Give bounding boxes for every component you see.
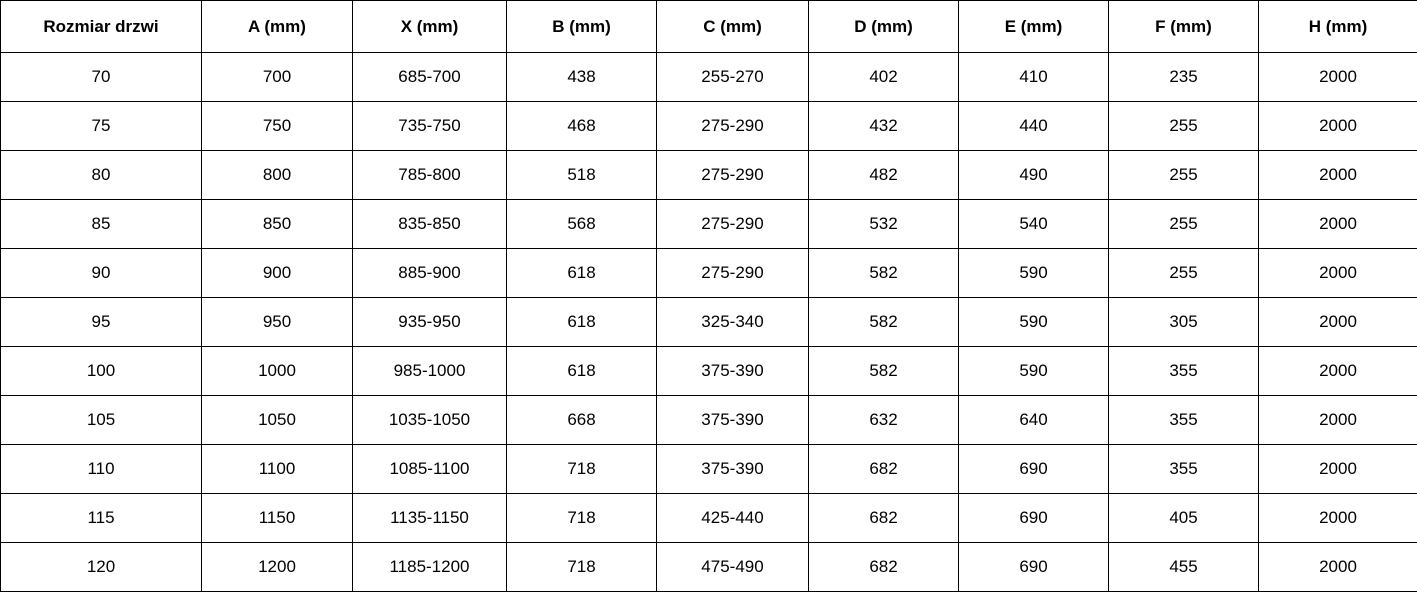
- cell-f: 355: [1109, 347, 1259, 396]
- column-header-b: B (mm): [507, 1, 657, 53]
- cell-a: 900: [202, 249, 353, 298]
- cell-d: 402: [809, 53, 959, 102]
- cell-e: 440: [959, 102, 1109, 151]
- cell-a: 850: [202, 200, 353, 249]
- cell-c: 275-290: [657, 151, 809, 200]
- cell-x: 1185-1200: [353, 543, 507, 592]
- cell-f: 355: [1109, 445, 1259, 494]
- cell-c: 275-290: [657, 249, 809, 298]
- table-row: [1, 445, 1417, 494]
- cell-f: 255: [1109, 151, 1259, 200]
- cell-c: 375-390: [657, 445, 809, 494]
- cell-door-size: 85: [1, 200, 202, 249]
- cell-door-size: 105: [1, 396, 202, 445]
- cell-x: 735-750: [353, 102, 507, 151]
- cell-a: 750: [202, 102, 353, 151]
- table-row: [1, 102, 1417, 151]
- column-header-h: H (mm): [1259, 1, 1417, 53]
- cell-a: 800: [202, 151, 353, 200]
- cell-d: 432: [809, 102, 959, 151]
- cell-h: 2000: [1259, 298, 1417, 347]
- table-row: [1, 151, 1417, 200]
- cell-a: 1150: [202, 494, 353, 543]
- cell-d: 582: [809, 298, 959, 347]
- cell-h: 2000: [1259, 396, 1417, 445]
- cell-c: 275-290: [657, 200, 809, 249]
- cell-e: 690: [959, 494, 1109, 543]
- cell-door-size: 95: [1, 298, 202, 347]
- cell-x: 685-700: [353, 53, 507, 102]
- table-row: [1, 200, 1417, 249]
- cell-c: 375-390: [657, 347, 809, 396]
- column-header-door-size: Rozmiar drzwi: [1, 1, 202, 53]
- cell-door-size: 115: [1, 494, 202, 543]
- cell-e: 690: [959, 445, 1109, 494]
- cell-door-size: 75: [1, 102, 202, 151]
- cell-door-size: 100: [1, 347, 202, 396]
- cell-c: 325-340: [657, 298, 809, 347]
- cell-f: 255: [1109, 200, 1259, 249]
- cell-e: 590: [959, 298, 1109, 347]
- cell-d: 682: [809, 543, 959, 592]
- cell-b: 618: [507, 347, 657, 396]
- cell-d: 632: [809, 396, 959, 445]
- cell-f: 355: [1109, 396, 1259, 445]
- cell-h: 2000: [1259, 543, 1417, 592]
- cell-f: 405: [1109, 494, 1259, 543]
- cell-a: 700: [202, 53, 353, 102]
- cell-c: 375-390: [657, 396, 809, 445]
- column-header-d: D (mm): [809, 1, 959, 53]
- cell-a: 1100: [202, 445, 353, 494]
- table-header: [1, 1, 1417, 53]
- cell-c: 275-290: [657, 102, 809, 151]
- cell-door-size: 80: [1, 151, 202, 200]
- cell-e: 540: [959, 200, 1109, 249]
- table-row: [1, 347, 1417, 396]
- column-header-e: E (mm): [959, 1, 1109, 53]
- cell-b: 718: [507, 494, 657, 543]
- cell-e: 590: [959, 249, 1109, 298]
- table-row: [1, 53, 1417, 102]
- column-header-x: X (mm): [353, 1, 507, 53]
- cell-door-size: 90: [1, 249, 202, 298]
- column-header-a: A (mm): [202, 1, 353, 53]
- cell-h: 2000: [1259, 200, 1417, 249]
- table-row: [1, 543, 1417, 592]
- cell-x: 885-900: [353, 249, 507, 298]
- cell-a: 1050: [202, 396, 353, 445]
- cell-x: 1085-1100: [353, 445, 507, 494]
- cell-b: 438: [507, 53, 657, 102]
- cell-x: 985-1000: [353, 347, 507, 396]
- cell-d: 482: [809, 151, 959, 200]
- column-header-c: C (mm): [657, 1, 809, 53]
- cell-h: 2000: [1259, 53, 1417, 102]
- table-row: [1, 249, 1417, 298]
- table-header-row: [1, 1, 1417, 53]
- cell-x: 935-950: [353, 298, 507, 347]
- cell-e: 410: [959, 53, 1109, 102]
- cell-e: 490: [959, 151, 1109, 200]
- cell-b: 618: [507, 298, 657, 347]
- cell-f: 305: [1109, 298, 1259, 347]
- cell-door-size: 70: [1, 53, 202, 102]
- cell-d: 682: [809, 445, 959, 494]
- cell-h: 2000: [1259, 445, 1417, 494]
- cell-c: 475-490: [657, 543, 809, 592]
- cell-h: 2000: [1259, 102, 1417, 151]
- cell-h: 2000: [1259, 249, 1417, 298]
- cell-c: 425-440: [657, 494, 809, 543]
- cell-d: 582: [809, 347, 959, 396]
- cell-x: 1135-1150: [353, 494, 507, 543]
- cell-e: 640: [959, 396, 1109, 445]
- cell-e: 590: [959, 347, 1109, 396]
- cell-door-size: 110: [1, 445, 202, 494]
- cell-h: 2000: [1259, 347, 1417, 396]
- cell-c: 255-270: [657, 53, 809, 102]
- column-header-f: F (mm): [1109, 1, 1259, 53]
- cell-e: 690: [959, 543, 1109, 592]
- cell-d: 532: [809, 200, 959, 249]
- cell-f: 235: [1109, 53, 1259, 102]
- table-row: [1, 298, 1417, 347]
- table-row: [1, 396, 1417, 445]
- table-body: [1, 53, 1417, 592]
- cell-f: 255: [1109, 249, 1259, 298]
- cell-h: 2000: [1259, 151, 1417, 200]
- cell-x: 785-800: [353, 151, 507, 200]
- cell-b: 568: [507, 200, 657, 249]
- cell-b: 718: [507, 445, 657, 494]
- cell-a: 1200: [202, 543, 353, 592]
- cell-door-size: 120: [1, 543, 202, 592]
- cell-d: 682: [809, 494, 959, 543]
- cell-d: 582: [809, 249, 959, 298]
- cell-b: 618: [507, 249, 657, 298]
- cell-f: 455: [1109, 543, 1259, 592]
- cell-b: 668: [507, 396, 657, 445]
- cell-b: 468: [507, 102, 657, 151]
- table-row: [1, 494, 1417, 543]
- cell-a: 1000: [202, 347, 353, 396]
- cell-a: 950: [202, 298, 353, 347]
- cell-x: 1035-1050: [353, 396, 507, 445]
- cell-x: 835-850: [353, 200, 507, 249]
- cell-h: 2000: [1259, 494, 1417, 543]
- cell-b: 718: [507, 543, 657, 592]
- cell-b: 518: [507, 151, 657, 200]
- cell-f: 255: [1109, 102, 1259, 151]
